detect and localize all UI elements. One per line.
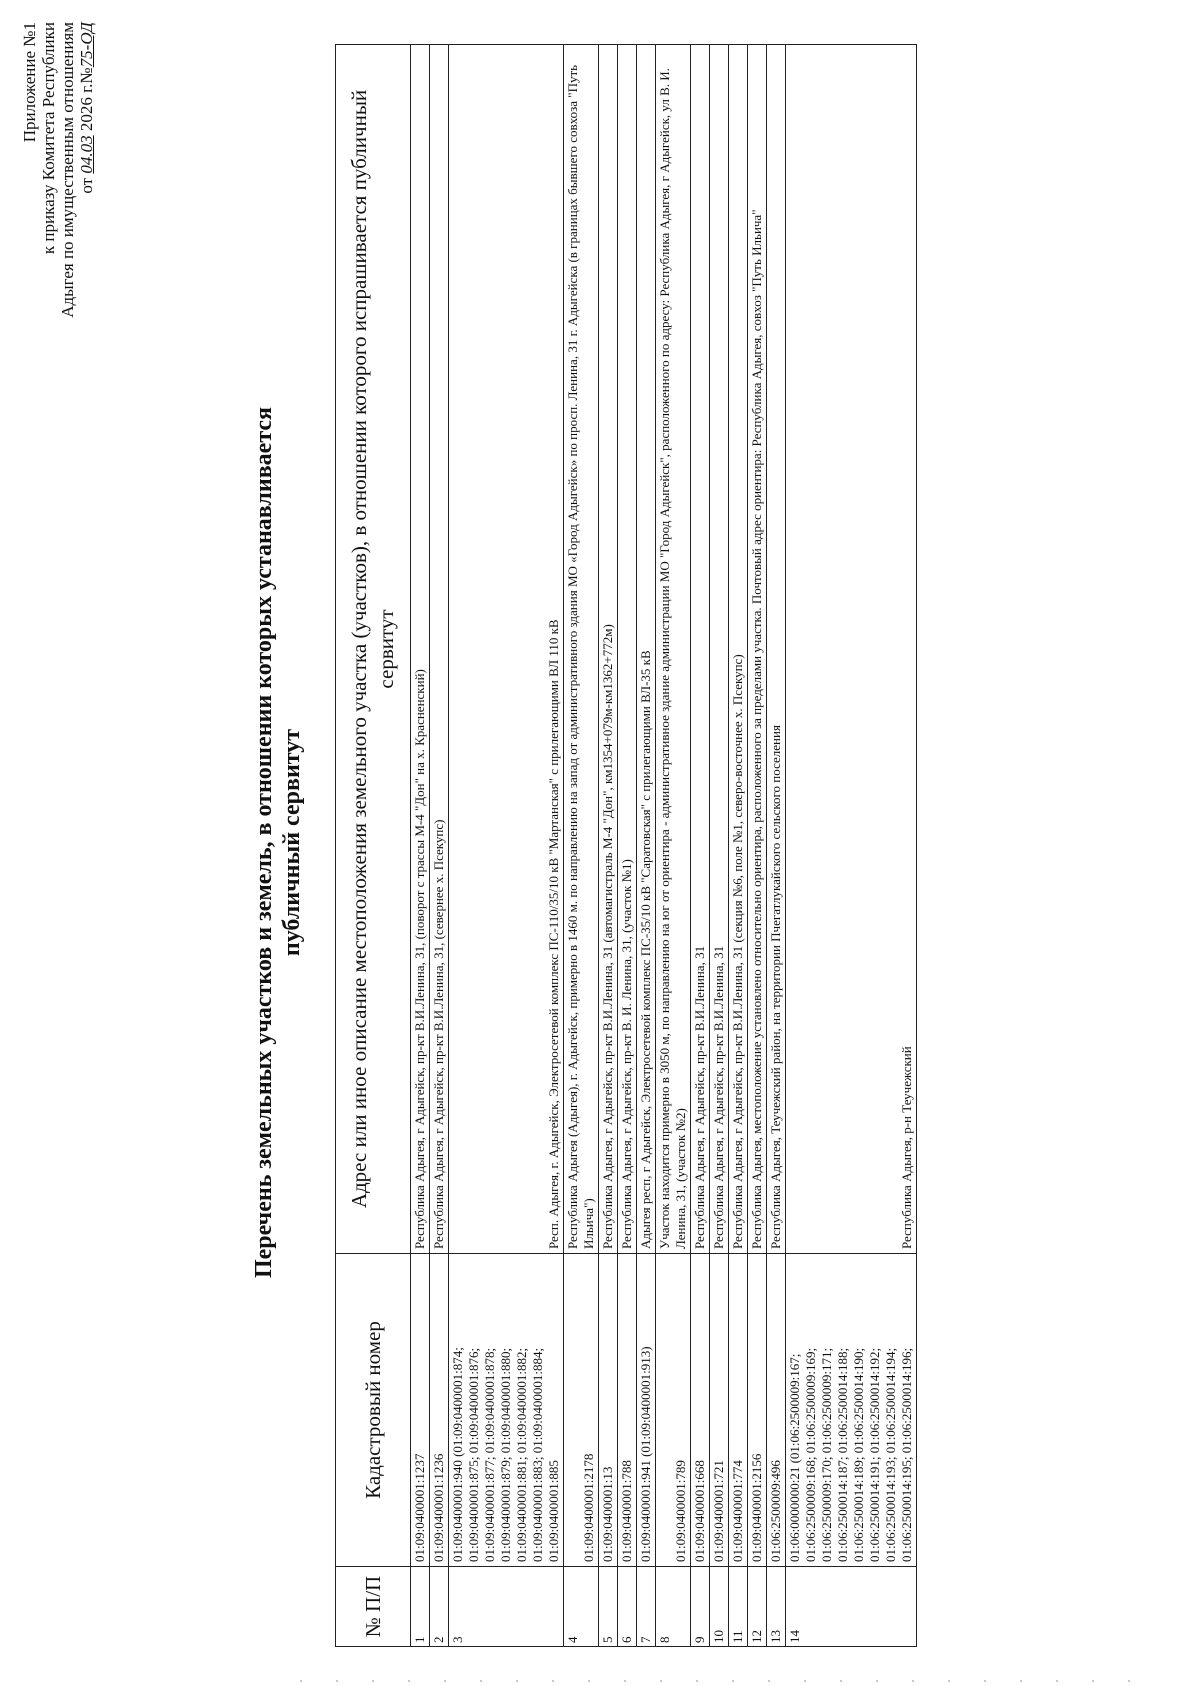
- scan-dot: [1092, 1680, 1094, 1682]
- row-number: 8: [656, 1567, 691, 1647]
- table-row: [637, 45, 656, 1647]
- cadastral-number: 01:06:0000000:21 (01:06:2500009:167; 01:06:2500009:168; 01:06:2500009:169; 01:06:2500009:170; 01:06:2500009:171; 01:06:2500014:187; 01:06:2500014:188; 01:06:2500014:189; 01:06:2500014:190; 01:06:2500014:191; 01:06:2500014:192; 01:06:2500014:193; 01:06:2500014:194; 01:06:2500014:195; 01:06:2500014:196;: [786, 1254, 917, 1567]
- row-number: 7: [637, 1567, 656, 1647]
- table-row: [449, 45, 564, 1647]
- scan-dot: [624, 1680, 626, 1682]
- cadastral-number: 01:09:0400001:668: [691, 1254, 710, 1567]
- table-row: [599, 45, 618, 1647]
- parcel-address: Республика Адыгея, Теучежский район, на территории Пчегатлукайского сельского поселения: [767, 45, 786, 1254]
- scan-dot: [912, 1680, 914, 1682]
- scan-dot: [768, 1680, 770, 1682]
- table-row: [564, 45, 599, 1647]
- header-num: № П/П: [336, 1567, 411, 1647]
- handwritten-date: 04.03: [77, 135, 96, 174]
- scan-dot: [444, 1680, 446, 1682]
- appendix-date-line: [77, 22, 96, 622]
- cadastral-number: 01:09:0400001:1237: [411, 1254, 430, 1567]
- parcel-address: Республика Адыгея, г Адыгейск, пр-кт В.И.Ленина, 31 (автомагистраль М-4 "Дон", км1354+079м-км1362+772м): [599, 45, 618, 1254]
- parcels-table: [335, 44, 917, 1647]
- parcel-address: Республика Адыгея, г Адыгейск, пр-кт В.И.Ленина, 31 (секция №6, поле №1, северо-восточнее х. Псекупс): [729, 45, 748, 1254]
- table-row: [691, 45, 710, 1647]
- handwritten-order-number: 75-ОД: [77, 22, 96, 68]
- row-number: 2: [430, 1567, 449, 1647]
- scan-dot: [948, 1680, 950, 1682]
- row-number: 11: [729, 1567, 748, 1647]
- scan-dot: [552, 1680, 554, 1682]
- title-line-1: Перечень земельных участков и земель, в отношении которых устанавливается: [251, 406, 277, 1279]
- row-number: 9: [691, 1567, 710, 1647]
- scan-dot: [372, 1680, 374, 1682]
- cadastral-number: 01:09:0400001:789: [656, 1254, 691, 1567]
- cadastral-number: 01:09:0400001:941 (01:09:0400001:913): [637, 1254, 656, 1567]
- header-address: Адрес или иное описание местоположения земельного участка (участков), в отношении которого испрашивается публичный сервитут: [336, 45, 411, 1254]
- scan-dot: [696, 1680, 698, 1682]
- table-row: [710, 45, 729, 1647]
- table-row: [748, 45, 767, 1647]
- parcel-address: Республика Адыгея, г Адыгейск, пр-кт В. И. Ленина, 31, (участок №1): [618, 45, 637, 1254]
- scan-dot: [732, 1680, 734, 1682]
- appendix-number: Приложение №1: [20, 22, 39, 143]
- table-row: [786, 45, 917, 1647]
- row-number: 10: [710, 1567, 729, 1647]
- cadastral-number: 01:09:0400001:2156: [748, 1254, 767, 1567]
- cadastral-number: 01:09:0400001:774: [729, 1254, 748, 1567]
- table-row: [729, 45, 748, 1647]
- parcel-address: Республика Адыгея, г Адыгейск, пр-кт В.И.Ленина, 31, (севернее х. Псекупс): [430, 45, 449, 1254]
- scan-dot: [1128, 1680, 1130, 1682]
- table-header-row: [336, 45, 411, 1647]
- table-row: [430, 45, 449, 1647]
- scan-dot: [516, 1680, 518, 1682]
- row-number: 5: [599, 1567, 618, 1647]
- scan-dot: [984, 1680, 986, 1682]
- scan-dot: [300, 1680, 302, 1682]
- table-row: [767, 45, 786, 1647]
- parcel-address: Республика Адыгея, г Адыгейск, пр-кт В.И.Ленина, 31: [710, 45, 729, 1254]
- row-number: 13: [767, 1567, 786, 1647]
- row-number: 12: [748, 1567, 767, 1647]
- title-line-2: публичный сервитут: [279, 728, 305, 957]
- cadastral-number: 01:09:0400001:2178: [564, 1254, 599, 1567]
- appendix-order-ref: к приказу Комитета Республики: [39, 22, 58, 255]
- parcel-address: Республика Адыгея, местоположение установлено относительно ориентира, расположенного за пределами участка. Почтовый адрес ориентира: Республика Адыгея, совхоз "Путь Ильича": [748, 45, 767, 1254]
- scan-dot: [876, 1680, 878, 1682]
- scan-dot: [1020, 1680, 1022, 1682]
- appendix-committee: Адыгея по имущественным отношениям: [58, 22, 77, 318]
- parcel-address: Участок находится примерно в 3050 м, по направлению на юг от ориентира - административное здание администрации МО "Город Адыгейск", расположенного по адресу: Республика Адыгея, г Адыгейск, ул В. И. Ленина, 31, (участок №2): [656, 45, 691, 1254]
- cadastral-number: 01:09:0400001:13: [599, 1254, 618, 1567]
- scan-dot: [660, 1680, 662, 1682]
- row-number: 3: [449, 1567, 564, 1647]
- parcel-address: Республика Адыгея, г Адыгейск, пр-кт В.И.Ленина, 31, (поворот с трассы М-4 "Дон" на х. Красненский): [411, 45, 430, 1254]
- cadastral-number: 01:09:0400001:721: [710, 1254, 729, 1567]
- date-year: 2026 г.№: [77, 67, 96, 132]
- scan-dot: [840, 1680, 842, 1682]
- scan-dot: [1056, 1680, 1058, 1682]
- cadastral-number: 01:09:0400001:788: [618, 1254, 637, 1567]
- row-number: 1: [411, 1567, 430, 1647]
- parcel-address: Республика Адыгея, р-н Теучежский: [786, 45, 917, 1254]
- date-prefix: от: [77, 177, 96, 194]
- scan-dot: [480, 1680, 482, 1682]
- header-cadastral: Кадастровый номер: [336, 1254, 411, 1567]
- parcel-address: Респ. Адыгея, г. Адыгейск, Электросетевой комплекс ПС-110/35/10 кВ "Мартанская" с прилегающими ВЛ 110 кВ: [449, 45, 564, 1254]
- scan-dot: [336, 1680, 338, 1682]
- row-number: 4: [564, 1567, 599, 1647]
- parcel-address: Республика Адыгея (Адыгея), г. Адыгейск, примерно в 1460 м. по направлению на запад от административного здания МО «Город Адыгейск» по просп. Ленина, 31 г. Адыгейска (в границах бывшего совхоза "Путь Ильича"): [564, 45, 599, 1254]
- cadastral-number: 01:09:0400001:940 (01:09:0400001:874; 01:09:0400001:875; 01:09:0400001:876; 01:09:0400001:877; 01:09:0400001:878; 01:09:0400001:879; 01:09:0400001:880; 01:09:0400001:881; 01:09:0400001:882; 01:09:0400001:883; 01:09:0400001:884; 01:09:0400001:885: [449, 1254, 564, 1567]
- appendix-block: [20, 22, 96, 622]
- parcel-address: Адыгея респ, г Адыгейск, Электросетевой комплекс ПС-35/10 кВ "Саратовская" с прилегающими ВЛ-35 кВ: [637, 45, 656, 1254]
- scan-edge-marks: [0, 1675, 1200, 1685]
- cadastral-number: 01:06:2500009:496: [767, 1254, 786, 1567]
- scan-dot: [804, 1680, 806, 1682]
- table-body: [411, 45, 917, 1647]
- scan-dot: [408, 1680, 410, 1682]
- row-number: 6: [618, 1567, 637, 1647]
- table-row: [618, 45, 637, 1647]
- parcel-address: Республика Адыгея, г Адыгейск, пр-кт В.И.Ленина, 31: [691, 45, 710, 1254]
- cadastral-number: 01:09:0400001:1236: [430, 1254, 449, 1567]
- document-title: [250, 0, 306, 1685]
- table-row: [411, 45, 430, 1647]
- row-number: 14: [786, 1567, 917, 1647]
- scan-dot: [588, 1680, 590, 1682]
- table-row: [656, 45, 691, 1647]
